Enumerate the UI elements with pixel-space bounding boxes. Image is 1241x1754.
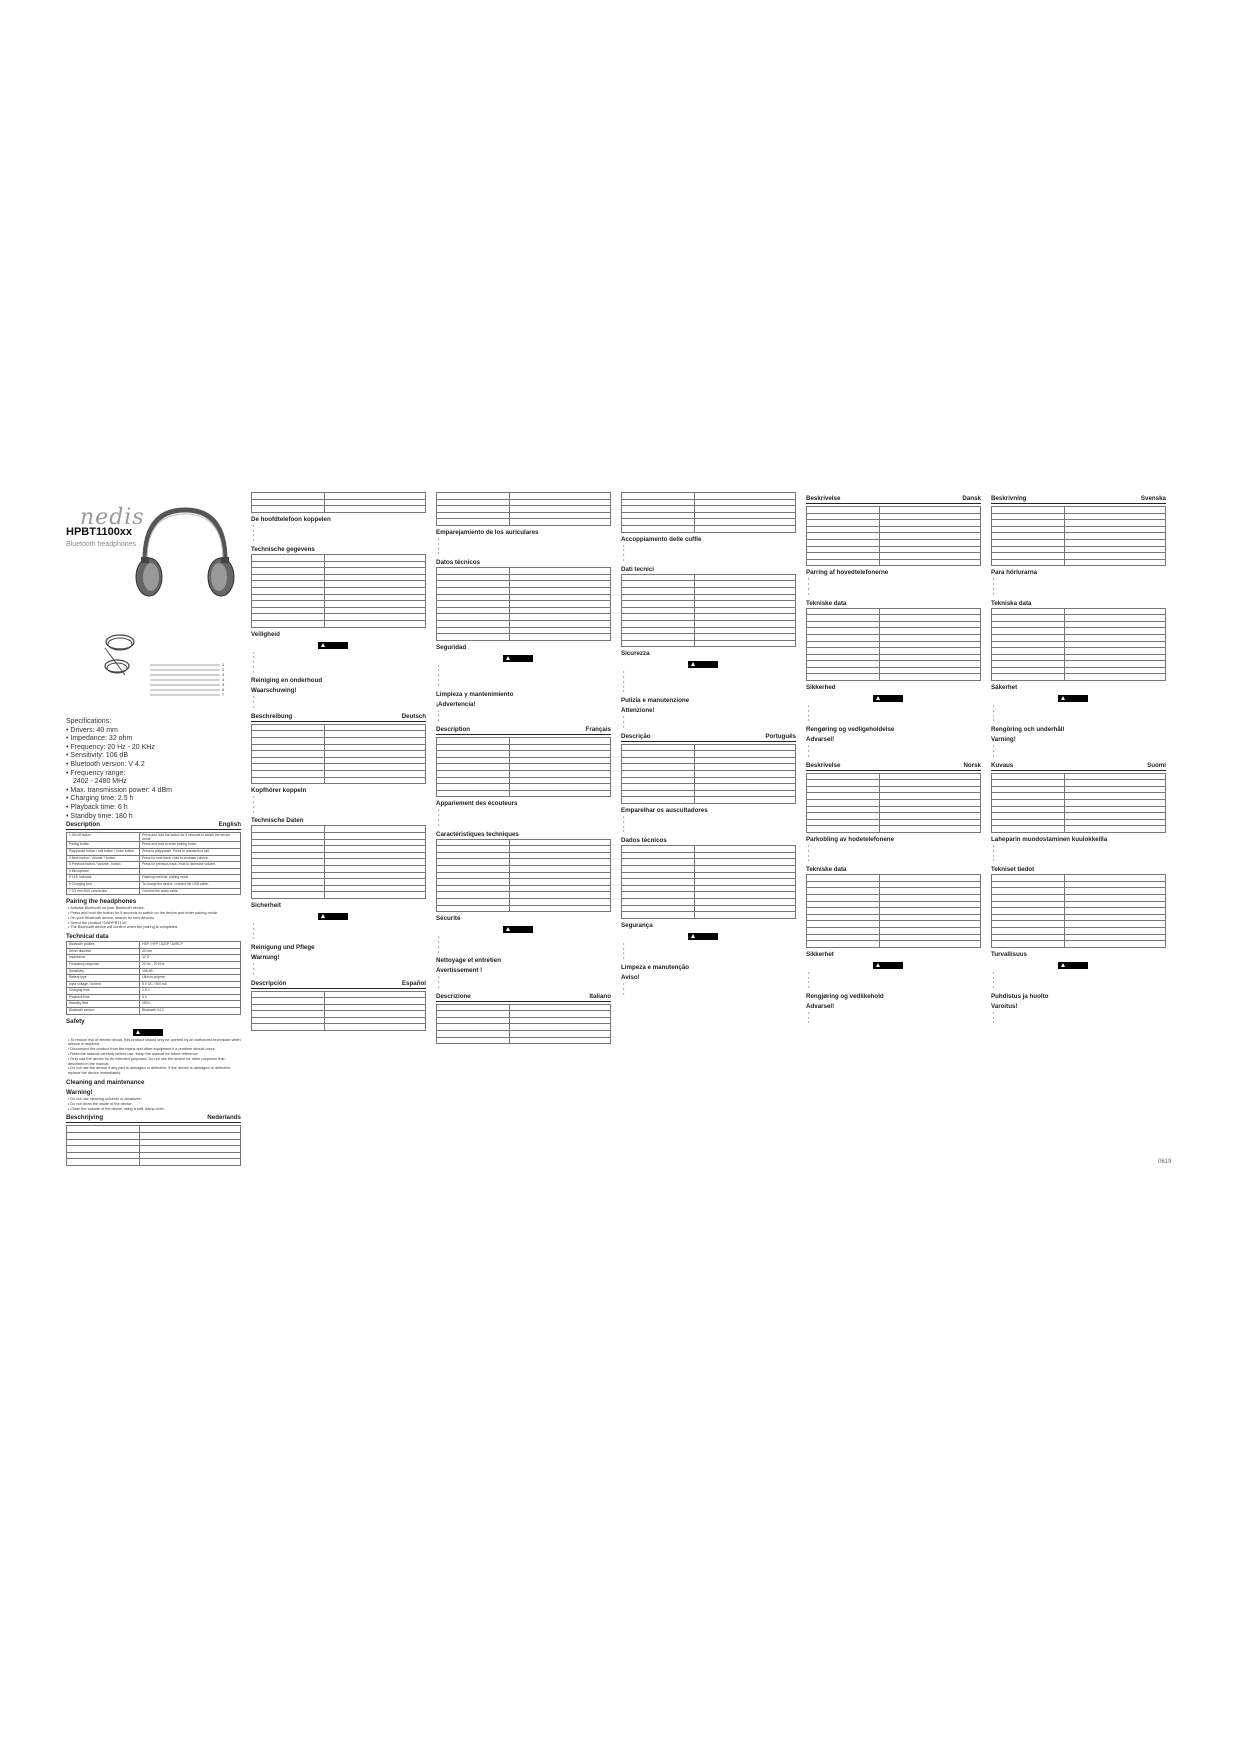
caution-icon: [318, 642, 348, 649]
column-da-no: [806, 492, 981, 1025]
english-header: [66, 821, 241, 830]
nl-tech-table: [251, 554, 426, 628]
fr-safety-heading: Sécurité: [436, 915, 461, 923]
italiano-header: Descrizione Italiano: [436, 992, 611, 1000]
specifications-block: [66, 718, 226, 821]
spec-item: • Drivers: 40 mm: [66, 726, 118, 734]
safety-item: • Only use the device for its intended purposes. Do not use the device for other purposes than described in the manual.: [68, 1057, 241, 1067]
spec-item: 2402 - 2480 MHz: [73, 778, 127, 786]
part-row: 4 Microphone: [67, 868, 140, 875]
part-row: 6 Charging port: [67, 881, 140, 888]
sv-cleaning-heading: Rengöring och underhåll: [991, 726, 1065, 734]
de-warning-heading: Warnung!: [251, 954, 280, 962]
de-cleaning-heading: Reinigung und Pflege: [251, 944, 315, 952]
es-cleaning-heading: Limpieza y mantenimiento: [436, 690, 514, 698]
fi-cleaning-heading: Puhdistus ja huolto: [991, 992, 1049, 1000]
sv-safety-heading: Säkerhet: [991, 684, 1018, 692]
callout-numbers: [222, 662, 224, 697]
sv-parts-table: [991, 506, 1166, 566]
part-row: Play/pause button / call button / Voice button: [67, 849, 140, 856]
da-tech-heading: Tekniske data: [806, 599, 847, 607]
caution-icon: [873, 695, 903, 702]
pt-cleaning-heading: Limpeza e manutenção: [621, 963, 690, 971]
specifications-title: Specifications:: [66, 718, 112, 725]
da-parts-table: [806, 506, 981, 566]
caution-icon: [318, 913, 348, 920]
tech-row: Driver diameter 40 mm: [67, 948, 241, 955]
portugues-header: Descrição Português: [621, 732, 796, 740]
norsk-header: Beskrivelse Norsk: [806, 761, 981, 769]
pt-tech-table: [621, 845, 796, 919]
francais-header: Description Français: [436, 726, 611, 734]
pt-tech-heading: Dados técnicos: [621, 837, 667, 845]
da-safety-heading: Sikkerhed: [806, 684, 836, 692]
part-row: 5 LED indicator: [67, 875, 140, 882]
es-tech-table: [436, 567, 611, 641]
es-warning-heading: ¡Advertencia!: [436, 700, 476, 708]
column-es-fr: [436, 492, 611, 1044]
english-column: [66, 818, 241, 1166]
it-warning-heading: Attenzione!: [621, 707, 655, 715]
es-safety-heading: Seguridad: [436, 643, 467, 651]
da-cleaning-heading: Rengøring og vedligeholdelse: [806, 726, 895, 734]
pairing-step: • Press and hold the button for 5 seconds to switch on the device and enter pairing mode.: [68, 911, 241, 916]
nl-warning-heading: Waarschuwing!: [251, 687, 297, 695]
sv-tech-heading: Tekniska data: [991, 599, 1032, 607]
pairing-step: • On your Bluetooth device, search for new devices.: [68, 916, 241, 921]
fr-parts-table: [436, 737, 611, 797]
caution-icon: [1058, 962, 1088, 969]
suomi-header: Kuvaus Suomi: [991, 761, 1166, 769]
callout-6: 6: [222, 687, 225, 692]
tech-row: Charging time 2.5 h: [67, 988, 241, 995]
pairing-step: • Select the product “SWHPBT100”.: [68, 921, 241, 926]
fi-safety-heading: Turvallisuus: [991, 950, 1027, 958]
tech-row: Sensitivity 106 dB: [67, 968, 241, 975]
nederlands-header: Beschrijving Nederlands: [66, 1114, 241, 1122]
tech-row: Frequency response 20 Hz - 20 KHz: [67, 961, 241, 968]
column-nl-de: [251, 492, 426, 1031]
it-safety-heading: Sicurezza: [621, 650, 650, 658]
pt-warning-heading: Aviso!: [621, 973, 640, 981]
no-pairing-heading: Parkobling av hodetelefonene: [806, 835, 895, 843]
spec-item: • Playback time: 6 h: [66, 803, 128, 811]
nederlands-parts-table: [66, 1125, 241, 1166]
fi-tech-heading: Tekniset tiedot: [991, 866, 1035, 874]
pairing-step: • The Bluetooth device will confirm when the pairing is completed.: [68, 925, 241, 930]
english-parts-table: 1 On/off button Press and hold the button for 5 seconds to switch the device on/off. Pairing button Press and hold to enter pairing mode. Play/pause button / call button / Voice button Press to play/pause. Press to answer/end call. 2 Next button / Volume + button Press for next track. Hold to increase volume. 3 Previous button / Volume - button Press for previous track. Hold to decrease volume. 4 Microphone 5 LED indicator Flashing red/blue: pairing mode. 6 Charging port To charge the device, connect the USB cable. 7 3.5 mm AUX connection Connect the audio cable.: [66, 832, 241, 895]
sv-tech-table: [991, 608, 1166, 682]
caution-icon: [133, 1029, 163, 1036]
de-tech-heading: Technische Daten: [251, 817, 304, 825]
fr-pairing-heading: Appariement des écouteurs: [436, 800, 518, 808]
spec-item: • Frequency: 20 Hz - 20 KHz: [66, 743, 155, 751]
fi-pairing-heading: Laheparin muodostaminen kuulokkeilla: [991, 835, 1108, 843]
english-pairing-heading: Pairing the headphones: [66, 898, 137, 906]
caution-icon: [688, 661, 718, 668]
no-tech-table: [806, 874, 981, 948]
fr-tech-table: [436, 839, 611, 913]
no-parts-table: [806, 773, 981, 833]
no-cleaning-heading: Rengjøring og vedlikehold: [806, 992, 884, 1000]
cleaning-item: • Do not use cleaning solvents or abrasives.: [68, 1097, 241, 1102]
svenska-header: Beskrivning Svenska: [991, 495, 1166, 502]
da-pairing-heading: Parring af hovedtelefonerne: [806, 569, 889, 577]
nl-pairing-heading: De hoofdtelefoon koppelen: [251, 515, 331, 523]
spec-item: • Bluetooth version: V 4.2: [66, 760, 145, 768]
spec-item: • Standby time: 180 h: [66, 812, 133, 820]
it-pairing-heading: Accoppiamento delle cuffie: [621, 535, 702, 543]
es-tech-heading: Datos técnicos: [436, 559, 481, 567]
callout-lines: [150, 660, 230, 700]
de-pairing-heading: Kopfhörer koppeln: [251, 787, 307, 795]
english-cleaning-heading: Cleaning and maintenance: [66, 1079, 145, 1087]
caution-icon: [1058, 695, 1088, 702]
cleaning-item: • Clean the outside of the device using a soft, damp cloth.: [68, 1107, 241, 1112]
sv-pairing-heading: Para hörlurarna: [991, 569, 1038, 577]
fr-warning-heading: Avertissement !: [436, 967, 483, 975]
part-row: Pairing button: [67, 842, 140, 849]
no-warning-heading: Advarsel!: [806, 1002, 835, 1010]
english-tech-table: [66, 941, 241, 1015]
column-it-pt: [621, 492, 796, 996]
spec-item: • Max. transmission power: 4 dBm: [66, 786, 172, 794]
deutsch-header: Beschreibung Deutsch: [251, 712, 426, 720]
image-code: 0619: [1158, 1159, 1172, 1165]
caution-icon: [503, 926, 533, 933]
tech-row: Input voltage / current 5 V DC / 500 mA: [67, 981, 241, 988]
safety-item: • Read the manual carefully before use. Keep the manual for future reference.: [68, 1052, 241, 1057]
caution-icon: [873, 962, 903, 969]
part-row: 1 On/off button: [67, 833, 140, 842]
it-tech-heading: Dati tecnici: [621, 565, 655, 573]
safety-item: • Do not use the device if any part is damaged or defective. If the device is damaged or defective, replace the device immediately.: [68, 1066, 241, 1076]
callout-2: 2: [222, 667, 225, 672]
callout-5: 5: [222, 682, 225, 687]
pt-pairing-heading: Emparelhar os auscultadores: [621, 807, 708, 814]
it-tech-table: [621, 574, 796, 648]
fi-warning-heading: Varoitus!: [991, 1002, 1018, 1010]
callout-3: 3: [222, 672, 225, 677]
caution-icon: [688, 933, 718, 940]
it-parts-table: [436, 1004, 611, 1045]
safety-item: • Disconnect the product from the mains and other equipment if a problem should occur.: [68, 1047, 241, 1052]
es-pairing-heading: Emparejamiento de los auriculares: [436, 528, 539, 536]
brand-logo: nedis: [80, 505, 145, 530]
column-sv-fi: [991, 492, 1166, 1025]
pt-parts-table: [621, 744, 796, 804]
spec-item: • Impedance: 32 ohm: [66, 735, 133, 743]
no-tech-heading: Tekniske data: [806, 866, 847, 874]
part-row: 3 Previous button / Volume - button: [67, 862, 140, 869]
spec-item: • Frequency range:: [66, 769, 126, 777]
english-safety-heading: Safety: [66, 1017, 85, 1025]
it-cleaning-heading: Pulizia e manutenzione: [621, 697, 690, 705]
part-row: 2 Next button / Volume + button: [67, 855, 140, 862]
fi-parts-table: [991, 773, 1166, 833]
tech-row: Bluetooth profiles HSP / HFP / A2DP / AVRCP: [67, 942, 241, 949]
de-parts-table: [251, 724, 426, 784]
de-safety-heading: Sicherheit: [251, 901, 281, 909]
no-safety-heading: Sikkerhet: [806, 950, 834, 958]
tech-row: Bluetooth version Bluetooth V4.2: [67, 1008, 241, 1015]
pt-safety-heading: Segurança: [621, 921, 653, 929]
pairing-step: • Activate Bluetooth on your Bluetooth device.: [68, 906, 241, 911]
tech-row: Standby time 180 h: [67, 1001, 241, 1008]
spec-item: • Charging time: 2.5 h: [66, 795, 134, 803]
de-tech-table: [251, 825, 426, 899]
cable-illustration: [95, 630, 155, 680]
da-tech-table: [806, 608, 981, 682]
product-subtitle: Bluetooth headphones: [66, 541, 137, 548]
da-warning-heading: Advarsel!: [806, 736, 835, 744]
tech-row: Playback time 6 h: [67, 994, 241, 1001]
callout-4: 4: [222, 677, 225, 682]
fr-tech-heading: Caractéristiques techniques: [436, 830, 519, 838]
model-title: HPBT1100xx: [66, 526, 133, 538]
sv-warning-heading: Varning!: [991, 736, 1016, 744]
nl-tech-heading: Technische gegevens: [251, 545, 315, 553]
safety-item: • To reduce risk of electric shock, this product should only be opened by an authorized technician when service is required.: [68, 1038, 241, 1048]
dansk-header: Beskrivelse Dansk: [806, 495, 981, 502]
english-tech-heading: Technical data: [66, 933, 109, 941]
english-description-heading: Description: [66, 821, 101, 828]
es-parts-table: [251, 991, 426, 1032]
espanol-header: Descripción Español: [251, 979, 426, 987]
callout-7: 7: [222, 692, 225, 697]
part-row: 7 3.5 mm AUX connection: [67, 888, 140, 895]
fi-tech-table: [991, 874, 1166, 948]
cleaning-item: • Do not clean the inside of the device.: [68, 1102, 241, 1107]
callout-1: 1: [222, 662, 225, 667]
nl-safety-heading: Veiligheid: [251, 630, 280, 638]
english-warning-heading: Warning!: [66, 1089, 93, 1097]
nl-cleaning-heading: Reiniging en onderhoud: [251, 677, 323, 685]
tech-row: Battery type Lithium polymer: [67, 975, 241, 982]
spec-item: • Sensitivity: 106 dB: [66, 752, 128, 760]
caution-icon: [503, 655, 533, 662]
fr-cleaning-heading: Nettoyage et entretien: [436, 957, 501, 965]
english-language-label: English: [218, 821, 241, 828]
tech-row: Impedance 32 Ω: [67, 955, 241, 962]
